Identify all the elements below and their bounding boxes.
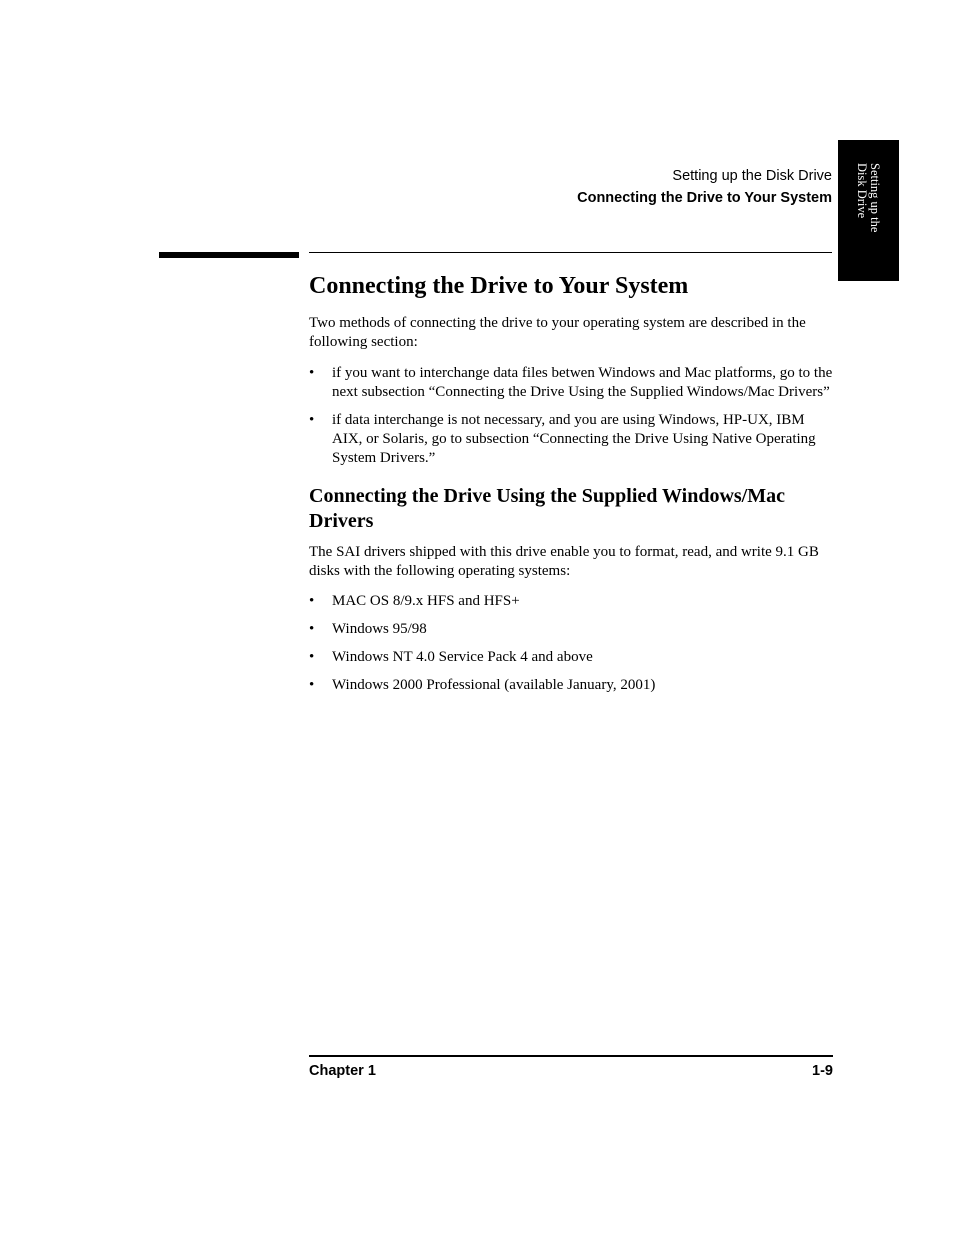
- running-header: [577, 165, 832, 209]
- os-list: [309, 592, 833, 695]
- intro-paragraph: Two methods of connecting the drive to your operating system are described in the following section:: [309, 315, 806, 350]
- section-rule-thick: [159, 252, 299, 258]
- page-title: Connecting the Drive to Your System: [309, 273, 689, 299]
- list-item: • Windows NT 4.0 Service Pack 4 and above: [309, 648, 833, 667]
- footer-rule: [309, 1055, 833, 1057]
- list-item: • Windows 95/98: [309, 620, 833, 639]
- side-tab-label: [855, 163, 881, 232]
- list-item: • if data interchange is not necessary, and you are using Windows, HP-UX, IBM AIX, or Solaris, go to subsection “Connecting the Drive Using Native Operating System Drivers.”: [309, 411, 833, 468]
- running-header-section: Connecting the Drive to Your System: [577, 190, 832, 206]
- list-item: • Windows 2000 Professional (available January, 2001): [309, 676, 833, 695]
- subsection-paragraph: The SAI drivers shipped with this drive enable you to format, read, and write 9.1 GB disks with the following operating systems:: [309, 544, 819, 579]
- main-content: [309, 270, 833, 704]
- list-item: • if you want to interchange data files betwen Windows and Mac platforms, go to the next subsection “Connecting the Drive Using the Supplied Windows/Mac Drivers”: [309, 364, 833, 402]
- side-tab-line-2: Disk Drive: [855, 163, 869, 219]
- section-rule-thin: [309, 252, 832, 253]
- page-footer: [309, 1063, 833, 1079]
- chapter-side-tab: [838, 140, 899, 281]
- subsection-title: Connecting the Drive Using the Supplied Windows/Mac Drivers: [309, 485, 785, 532]
- list-item: • MAC OS 8/9.x HFS and HFS+: [309, 592, 833, 611]
- side-tab-line-1: Setting up the: [868, 163, 882, 233]
- footer-chapter: Chapter 1: [309, 1063, 376, 1079]
- running-header-chapter: Setting up the Disk Drive: [672, 168, 832, 184]
- method-list: [309, 364, 833, 468]
- page-number: 1-9: [812, 1063, 833, 1079]
